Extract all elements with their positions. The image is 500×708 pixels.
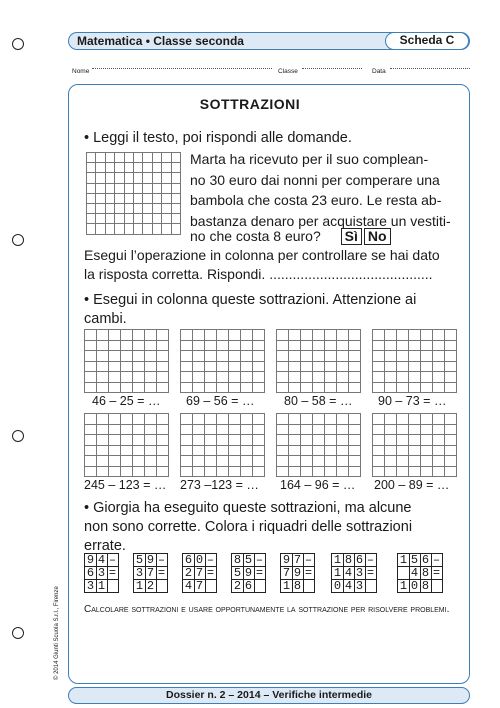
grid-cell[interactable] bbox=[348, 466, 361, 478]
digit-cell: 5 bbox=[134, 554, 146, 567]
ex2-prompt: • Esegui in colonna queste sottrazioni. Attenzione ai bbox=[84, 292, 417, 308]
digit-cell: 8 bbox=[232, 554, 244, 567]
digit-cell: 3 bbox=[354, 567, 366, 580]
minus-sign: – bbox=[366, 553, 375, 567]
digit-cell: 0 bbox=[409, 580, 421, 592]
digit-cell: 9 bbox=[292, 567, 304, 580]
binder-hole bbox=[12, 234, 24, 246]
ex1-grid[interactable] bbox=[86, 152, 180, 234]
digit-cell: 9 bbox=[85, 554, 97, 567]
grid-cell[interactable] bbox=[444, 382, 457, 394]
column-grid[interactable] bbox=[276, 413, 360, 476]
digit-cell: 1 bbox=[398, 554, 410, 567]
digit-cell: 5 bbox=[243, 554, 255, 567]
minus-sign: – bbox=[432, 553, 441, 567]
minus-sign: – bbox=[206, 553, 215, 567]
data-field[interactable] bbox=[390, 68, 470, 69]
digit-cell: 4 bbox=[343, 580, 355, 592]
digit-cell: 2 bbox=[145, 580, 157, 592]
digit-cell: 2 bbox=[232, 580, 244, 592]
learning-objective: Calcolare sottrazioni e usare opportunamente la sottrazione per risolvere problemi. bbox=[84, 604, 450, 615]
digit-cell: 9 bbox=[243, 567, 255, 580]
subtraction-box[interactable] bbox=[231, 553, 266, 593]
digit-cell bbox=[107, 580, 118, 592]
digit-cell: 8 bbox=[292, 580, 304, 592]
equals-sign: = bbox=[304, 565, 313, 580]
grid-cell[interactable] bbox=[171, 223, 181, 234]
operation-label: 200 – 89 = … bbox=[374, 478, 450, 492]
digit-cell bbox=[205, 580, 216, 592]
classe-label: Classe bbox=[278, 68, 298, 75]
digit-cell: 4 bbox=[96, 554, 108, 567]
digit-cell: 5 bbox=[232, 567, 244, 580]
column-grid[interactable] bbox=[180, 413, 264, 476]
subtraction-box[interactable] bbox=[397, 553, 443, 593]
digit-cell: 6 bbox=[85, 567, 97, 580]
digit-cell: 6 bbox=[243, 580, 255, 592]
binder-hole bbox=[12, 430, 24, 442]
digit-cell: 7 bbox=[194, 580, 206, 592]
ex2-prompt: cambi. bbox=[84, 311, 127, 327]
digit-cell: 0 bbox=[194, 554, 206, 567]
equals-sign: = bbox=[206, 565, 215, 580]
ex1-check: Esegui l’operazione in colonna per controllare se hai dato bbox=[84, 247, 440, 263]
minus-sign: – bbox=[255, 553, 264, 567]
digit-cell bbox=[254, 580, 265, 592]
page-title: SOTTRAZIONI bbox=[199, 96, 301, 112]
binder-hole bbox=[12, 627, 24, 639]
binder-hole bbox=[12, 38, 24, 50]
scheda-label: Scheda C bbox=[385, 32, 469, 50]
ex1-line: bastanza denaro per acquistare un vestiti- bbox=[190, 212, 451, 229]
ex3-prompt: errate. bbox=[84, 538, 126, 554]
header-bar bbox=[68, 32, 470, 50]
equals-sign: = bbox=[255, 565, 264, 580]
column-grid[interactable] bbox=[180, 329, 264, 392]
digit-cell: 3 bbox=[85, 580, 97, 592]
subtraction-box[interactable] bbox=[84, 553, 119, 593]
ex1-prompt: • Leggi il testo, poi rispondi alle domande. bbox=[84, 130, 352, 146]
grid-cell[interactable] bbox=[348, 382, 361, 394]
no-box[interactable]: No bbox=[364, 228, 391, 245]
digit-cell: 1 bbox=[398, 580, 410, 592]
subtraction-box[interactable] bbox=[280, 553, 315, 593]
digit-cell: 1 bbox=[281, 580, 293, 592]
digit-cell: 6 bbox=[183, 554, 195, 567]
digit-cell: 7 bbox=[145, 567, 157, 580]
ex1-line: bambola che costa 23 euro. Le resta ab- bbox=[190, 192, 442, 208]
equals-sign: = bbox=[157, 565, 166, 580]
digit-cell: 8 bbox=[343, 554, 355, 567]
digit-cell: 9 bbox=[281, 554, 293, 567]
minus-sign: – bbox=[304, 553, 313, 567]
digit-cell: 4 bbox=[183, 580, 195, 592]
nome-field[interactable] bbox=[92, 68, 272, 69]
digit-cell: 6 bbox=[354, 554, 366, 567]
digit-cell: 0 bbox=[332, 580, 344, 592]
data-label: Data bbox=[372, 68, 386, 75]
digit-cell bbox=[365, 580, 376, 592]
digit-cell: 4 bbox=[409, 567, 421, 580]
operation-label: 245 – 123 = … bbox=[84, 478, 167, 492]
subtraction-box[interactable] bbox=[182, 553, 217, 593]
digit-cell bbox=[303, 580, 314, 592]
classe-field[interactable] bbox=[302, 68, 362, 69]
subtraction-box[interactable] bbox=[133, 553, 168, 593]
column-grid[interactable] bbox=[84, 329, 168, 392]
ex1-answer-line[interactable]: la risposta corretta. Rispondi. .......................................... bbox=[84, 266, 433, 282]
minus-sign: – bbox=[157, 553, 166, 567]
digit-cell: 7 bbox=[194, 567, 206, 580]
equals-sign: = bbox=[432, 565, 441, 580]
operation-label: 46 – 25 = … bbox=[92, 394, 161, 408]
digit-cell: 3 bbox=[96, 567, 108, 580]
operation-label: 90 – 73 = … bbox=[378, 394, 447, 408]
equals-sign: = bbox=[366, 565, 375, 580]
column-grid[interactable] bbox=[372, 413, 456, 476]
equals-sign: = bbox=[108, 565, 117, 580]
grid-cell[interactable] bbox=[156, 382, 169, 394]
subject-title: Matematica • Classe seconda bbox=[77, 34, 244, 48]
digit-cell: 2 bbox=[183, 567, 195, 580]
ex1-question bbox=[190, 226, 391, 247]
digit-cell: 5 bbox=[409, 554, 421, 567]
ex3-prompt: • Giorgia ha eseguito queste sottrazioni, ma alcune bbox=[84, 500, 412, 516]
column-grid[interactable] bbox=[84, 413, 168, 476]
digit-cell bbox=[156, 580, 167, 592]
ex1-line: no 30 euro dai nonni per comperare una bbox=[190, 171, 440, 188]
digit-cell: 7 bbox=[292, 554, 304, 567]
digit-cell: 8 bbox=[420, 580, 432, 592]
digit-cell: 1 bbox=[332, 554, 344, 567]
column-grid[interactable] bbox=[372, 329, 456, 392]
minus-sign: – bbox=[108, 553, 117, 567]
ex1-line: no che costa 8 euro? bbox=[190, 228, 321, 244]
operation-label: 164 – 96 = … bbox=[280, 478, 356, 492]
operation-label: 69 – 56 = … bbox=[186, 394, 255, 408]
operation-label: 273 –123 = … bbox=[180, 478, 259, 492]
subtraction-box[interactable] bbox=[331, 553, 377, 593]
grid-cell[interactable] bbox=[252, 466, 265, 478]
yes-box[interactable]: Sì bbox=[341, 228, 362, 245]
digit-cell: 8 bbox=[420, 567, 432, 580]
copyright: © 2014 Giunti Scuola S.r.l., Firenze bbox=[54, 586, 60, 680]
digit-cell: 7 bbox=[281, 567, 293, 580]
digit-cell: 1 bbox=[134, 580, 146, 592]
digit-cell: 1 bbox=[96, 580, 108, 592]
operation-label: 80 – 58 = … bbox=[284, 394, 353, 408]
grid-cell[interactable] bbox=[252, 382, 265, 394]
digit-cell: 4 bbox=[343, 567, 355, 580]
digit-cell: 3 bbox=[134, 567, 146, 580]
digit-cell: 3 bbox=[354, 580, 366, 592]
digit-cell: 6 bbox=[420, 554, 432, 567]
digit-cell bbox=[431, 580, 442, 592]
nome-label: Nome bbox=[72, 68, 90, 75]
footer-bar: Dossier n. 2 – 2014 – Verifiche intermedie bbox=[68, 687, 470, 704]
digit-cell: 1 bbox=[332, 567, 344, 580]
ex1-line: Marta ha ricevuto per il suo complean- bbox=[190, 151, 429, 167]
ex3-prompt: non sono corrette. Colora i riquadri delle sottrazioni bbox=[84, 519, 413, 535]
column-grid[interactable] bbox=[276, 329, 360, 392]
grid-cell[interactable] bbox=[156, 466, 169, 478]
grid-cell[interactable] bbox=[444, 466, 457, 478]
digit-cell: 9 bbox=[145, 554, 157, 567]
